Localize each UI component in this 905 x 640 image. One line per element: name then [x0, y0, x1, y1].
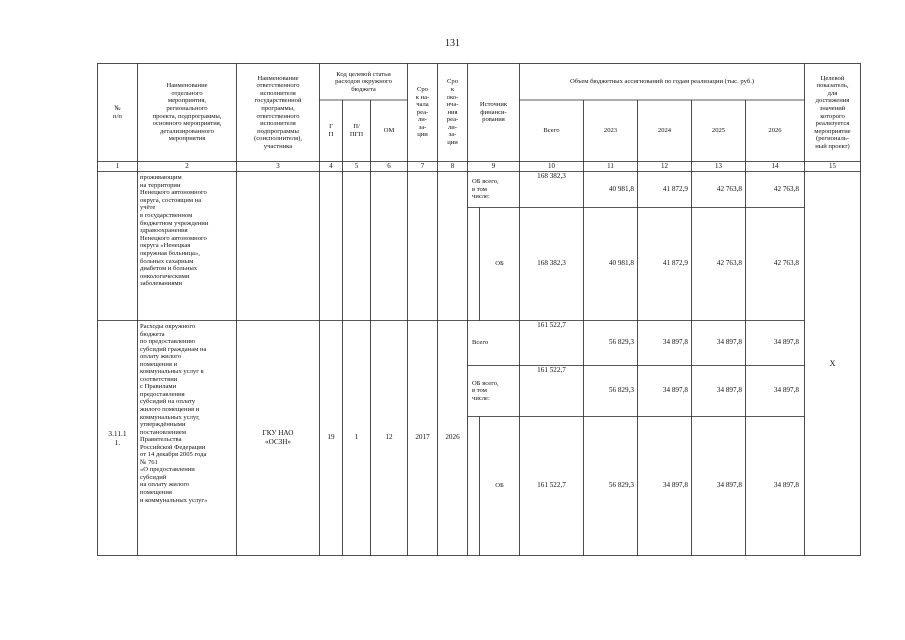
- header-om: ОМ: [383, 127, 395, 135]
- value-2024: 34 897,8: [662, 338, 688, 347]
- total-value: 161 522,7: [537, 367, 566, 374]
- value-2024: 34 897,8: [662, 481, 688, 490]
- header-target-indicator: Целевой показатель, для достижения значений которого реализуется мероприятие (региональ- ный проект): [814, 74, 851, 150]
- column-number: 4: [329, 162, 333, 170]
- header-number: № п/п: [113, 104, 122, 120]
- value-2025: 42 763,8: [716, 184, 742, 193]
- value-2026: 34 897,8: [773, 386, 799, 395]
- header-start-date: Сро к на- чала реа- ли- за- ции: [415, 85, 430, 139]
- value-2023: 56 829,3: [608, 481, 634, 490]
- value-2023: 56 829,3: [608, 386, 634, 395]
- value-2026: 42 763,8: [773, 259, 799, 268]
- activity-name: Расходы окружного бюджета по предоставлению субсидий гражданам на оплату жилого помещения и коммунальных услуг в соответствии с Правилами предоставления субсидий на оплату жилого помещения и коммунальных услуг, утверждёнными постановлением Правительства Российской Федерации от 14 декабря 2005 года № 761 «О предоставлении субсидий на оплату жилого помещения и коммунальных услуг»: [140, 323, 208, 504]
- header-gp: Г П: [328, 123, 334, 138]
- code-pgp: 1: [354, 433, 359, 442]
- value-2026: 42 763,8: [773, 184, 799, 193]
- header-budget-volume: Объем бюджетных ассигнований по годам реализации (тыс. руб.): [569, 78, 755, 86]
- financing-source: ОБ: [495, 482, 504, 490]
- code-om: 12: [385, 433, 393, 442]
- header-end-date: Сро к око- нча- ния реа- ли- за- ции: [446, 78, 459, 147]
- financing-source: Всего: [472, 339, 489, 347]
- start-year: 2017: [415, 433, 430, 442]
- column-number: 8: [450, 162, 455, 170]
- value-2023: 40 981,8: [608, 184, 634, 193]
- column-number: 13: [715, 162, 722, 170]
- total-value: 168 382,3: [537, 173, 566, 180]
- financing-source: ОБ всего, в том числе:: [472, 379, 499, 402]
- financing-source: ОБ: [495, 260, 504, 268]
- value-2026: 34 897,8: [773, 481, 799, 490]
- column-number: 1: [115, 162, 120, 170]
- value-2025: 34 897,8: [716, 338, 742, 347]
- column-number: 7: [420, 162, 425, 170]
- header-budget-code: Код целевой статьи расходов окружного бюджета: [335, 70, 392, 93]
- column-number: 10: [548, 162, 555, 170]
- value-2025: 34 897,8: [716, 386, 742, 395]
- column-number: 14: [771, 162, 779, 170]
- activity-name-continued: проживающим на территории Ненецкого автономного округа, состоящим на учёте в государственном бюджетном учреждении здравоохранения Ненецкого автономного округа «Ненецкая окружная больница», больных сахарным диабетом и больных онкологическими заболеваниями: [140, 174, 209, 288]
- header-year-2026: 2026: [768, 127, 782, 135]
- page-number: 131: [445, 38, 460, 49]
- value-2024: 41 872,9: [662, 259, 688, 268]
- column-number: 15: [829, 162, 836, 170]
- value-2024: 41 872,9: [662, 184, 688, 193]
- value-2023: 40 981,8: [608, 259, 634, 268]
- header-year-2024: 2024: [657, 127, 672, 135]
- value-2023: 56 829,3: [608, 338, 634, 347]
- column-number: 6: [387, 162, 391, 170]
- code-gp: 19: [327, 433, 335, 442]
- column-number: 5: [354, 162, 359, 170]
- header-pgp: П/ ПГП: [349, 123, 364, 138]
- value-2025: 42 763,8: [716, 259, 742, 268]
- total-value: 161 522,7: [537, 322, 566, 329]
- column-number: 9: [491, 162, 496, 170]
- total-value: 161 522,7: [537, 481, 566, 490]
- column-number: 11: [607, 162, 614, 170]
- column-number: 3: [276, 162, 280, 170]
- column-number: 12: [661, 162, 668, 170]
- header-executor: Наименование ответственного исполнителя государственной программы, ответственного исполнителя подпрограммы (соисполнителя), участника: [254, 74, 302, 150]
- value-2026: 34 897,8: [773, 338, 799, 347]
- total-value: 168 382,3: [537, 259, 566, 268]
- row-number: 3.11.1 1.: [108, 429, 127, 447]
- header-year-2025: 2025: [711, 127, 726, 135]
- column-number: 2: [185, 162, 189, 170]
- header-total: Всего: [543, 127, 560, 135]
- value-2024: 34 897,8: [662, 386, 688, 395]
- financing-source: ОБ всего, в том числе:: [472, 178, 499, 201]
- header-activity-name: Наименование отдельного мероприятия, регионального проекта, подпрограммы, основного мероприятия, детализированного мероприятия: [152, 82, 222, 143]
- value-2025: 34 897,8: [716, 481, 742, 490]
- end-year: 2026: [445, 433, 460, 442]
- responsible-executor: ГКУ НАО «ОСЗН»: [262, 429, 294, 446]
- header-financing-source: Источник финанси- рования: [479, 101, 508, 124]
- header-year-2023: 2023: [603, 127, 618, 135]
- target-indicator: X: [829, 358, 836, 368]
